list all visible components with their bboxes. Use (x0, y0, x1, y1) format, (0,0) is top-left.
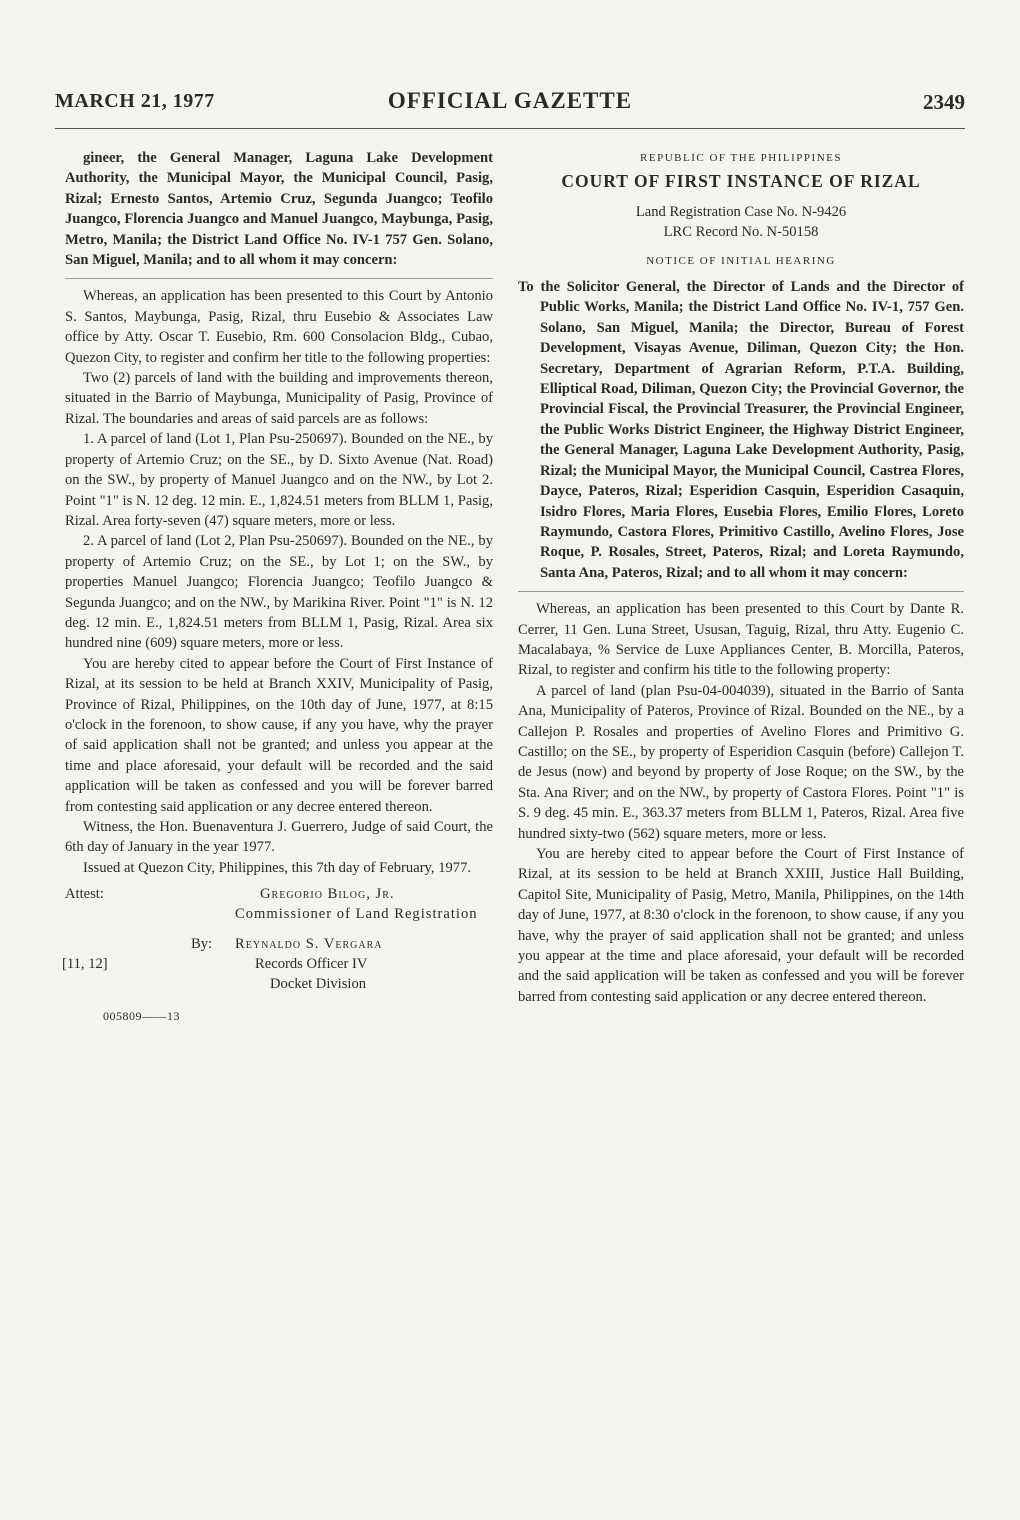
issue-numbers: [11, 12] (62, 956, 108, 973)
left-column (62, 148, 493, 1024)
issued-paragraph: Issued at Quezon City, Philippines, this 7th day of February, 1977. (83, 859, 472, 876)
divider (518, 591, 964, 592)
lot-1-paragraph: 1. A parcel of land (Lot 1, Plan Psu-250697). Bounded on the NE., by property of Artemio Cruz; on the SE., by D. Sixto Avenue (Nat. Road) on the SW., by property of Manuel Juangco and on the NW., by Lot 2. Point "1" is N. 12 deg. 12 min. E., 1,824.51 meters from BLLM 1, Pasig, Rizal. Area forty-seven (47) square meters, more or less. (65, 431, 493, 529)
divider (65, 278, 493, 279)
parcels-paragraph: Two (2) parcels of land with the building and improvements thereon, situated in the Barrio of Maybunga, Municipality of Pasig, Province of Rizal. The boundaries and areas of said parcels are as follows: (65, 370, 493, 427)
lot-2-paragraph: 2. A parcel of land (Lot 2, Plan Psu-250697). Bounded on the NE., by property of Artemio Cruz; on the SE., by Lot 1; on the SW., by properties Manuel Juangco; Florencia Juangco; Teofilo Juangco & Segunda Juangco; and on the NW., by Marikina River. Point "1" is N. 12 deg. 12 min. E., 1,824.51 meters from BLLM 1, Pasig, Rizal. Area six hundred nine (609) square meters, more or less. (65, 533, 493, 652)
attest-label: Attest: (65, 886, 104, 903)
witness-paragraph: Witness, the Hon. Buenaventura J. Guerrero, Judge of said Court, the 6th day of January in the year 1977. (65, 819, 493, 856)
gazette-title: OFFICIAL GAZETTE (387, 88, 633, 113)
notice-addressees: To the Solicitor General, the Director of Lands and the Director of Public Works, Manila; the District Land Office No. IV-1, 757 Gen. Solano, San Miguel, Manila; the Director, Bureau of Forest Development, Visayas Avenue, Diliman, Quezon City; the Hon. Secretary, Department of Agrarian Reform, P.T.A. Building, Elliptical Road, Diliman, Quezon City; the Provincial Governor, the Provincial Fiscal, the Provincial Treasurer, the Provincial Engineer, the Public Works District Engineer, the Highway District Engineer, the General Manager, Laguna Lake Development Authority, Pasig, Rizal; the Municipal Mayor, the Municipal Council, Castrea Flores, Dayce, Pateros, Rizal; Esperidion Casquin, Esperidion Casaquin, Isidro Flores, Maria Flores, Eusebia Flores, Emilio Flores, Loreto Raymundo, Castora Flores, Primitivo Castillo, Avelino Flores, Jose Roque, P. Rosales, Street, Pateros, Rizal; and Loreta Raymundo, Santa Ana, Pateros, Rizal; and to all whom it may concern: (518, 279, 964, 581)
signature-block (62, 884, 493, 1024)
citation-paragraph: You are hereby cited to appear before the Court of First Instance of Rizal, at its session to be held at Branch XXIII, Justice Hall Building, Capitol Site, Municipality of Pasig, Metro, Manila, Philippines, on the 14th day of June, 1977, at 8:30 o'clock in the forenoon, to show cause, if any you have, why the prayer of said application shall not be granted; and unless you appear at the time and place aforesaid, your default will be recorded and the said application will be taken as confessed and you will be forever barred from contesting said application or any decree entered thereon. (518, 846, 964, 1005)
notice-title: NOTICE OF INITIAL HEARING (646, 254, 836, 267)
by-label: By: (191, 936, 213, 953)
records-officer-name: Reynaldo S. Vergara (235, 936, 383, 953)
right-column (518, 148, 964, 1007)
citation-paragraph: You are hereby cited to appear before the Court of First Instance of Rizal, at its session to be held at Branch XXIV, Municipality of Pasig, Province of Rizal, Philippines, on the 10th day of June, 1977, at 8:15 o'clock in the forenoon, to show cause, if any you have, why the prayer of said application shall not be granted; and unless you appear at the time and place aforesaid, your default will be recorded and the said application will be taken as confessed and you will be forever barred from contesting said application or any decree entered thereon. (65, 655, 493, 815)
page-number: 2349 (923, 90, 965, 114)
case-number: Land Registration Case No. N-9426 (635, 203, 847, 220)
signatory-name: Gregorio Bilog, Jr. (260, 886, 395, 903)
republic-heading: REPUBLIC OF THE PHILIPPINES (640, 152, 842, 164)
signatory-title: Commissioner of Land Registration (235, 906, 478, 923)
records-officer-title: Records Officer IV (255, 956, 368, 973)
document-code: 005809——13 (103, 1009, 180, 1024)
lrc-record-number: LRC Record No. N-50158 (663, 224, 819, 241)
whereas-paragraph: Whereas, an application has been presented to this Court by Antonio S. Santos, Maybunga, Pasig, Rizal, thru Eusebio & Associates Law office by Atty. Oscar T. Eusebio, Rm. 600 Consolacion Bldg., Cubao, Quezon City, to register and confirm her title to the following properties: (65, 288, 493, 366)
whereas-paragraph: Whereas, an application has been presented to this Court by Dante R. Cerrer, 11 Gen. Luna Street, Ususan, Taguig, Rizal, thru Atty. Eugenio C. Macalabaya, % Service de Luxe Appliances Center, B. Morcilla, Pateros, Rizal, to register and confirm his title to the following property: (518, 601, 964, 679)
issue-date: MARCH 21, 1977 (55, 90, 215, 112)
notice-addressees: gineer, the General Manager, Laguna Lake Development Authority, the Municipal Mayor, the Municipal Council, Pasig, Rizal; Ernesto Santos, Artemio Cruz, Segunda Juangco; Teofilo Juangco, Florencia Juangco and Manuel Juangco, Maybunga, Pasig, Metro, Manila; the District Land Office No. IV-1 757 Gen. Solano, San Miguel, Manila; and to all whom it may concern: (65, 150, 493, 269)
docket-division: Docket Division (270, 976, 367, 993)
page-header (55, 88, 965, 129)
court-heading: COURT OF FIRST INSTANCE OF RIZAL (561, 171, 921, 192)
parcel-paragraph: A parcel of land (plan Psu-04-004039), situated in the Barrio of Santa Ana, Municipality of Pateros, Province of Rizal. Bounded on the NE., by a Callejon P. Rosales and properties of Avelino Flores and Primitivo G. Castillo; on the SE., by property of Esperidion Casquin (before) Callejon T. de Jesus (now) and beyond by property of Jose Roque; on the SW., by the Sta. Ana River; and on the NW., by property of Castora Flores. Point "1" is S. 9 deg. 45 min. E., 363.37 meters from BLLM 1, Pateros, Rizal. Area five hundred sixty-two (562) square meters, more or less. (518, 682, 964, 842)
